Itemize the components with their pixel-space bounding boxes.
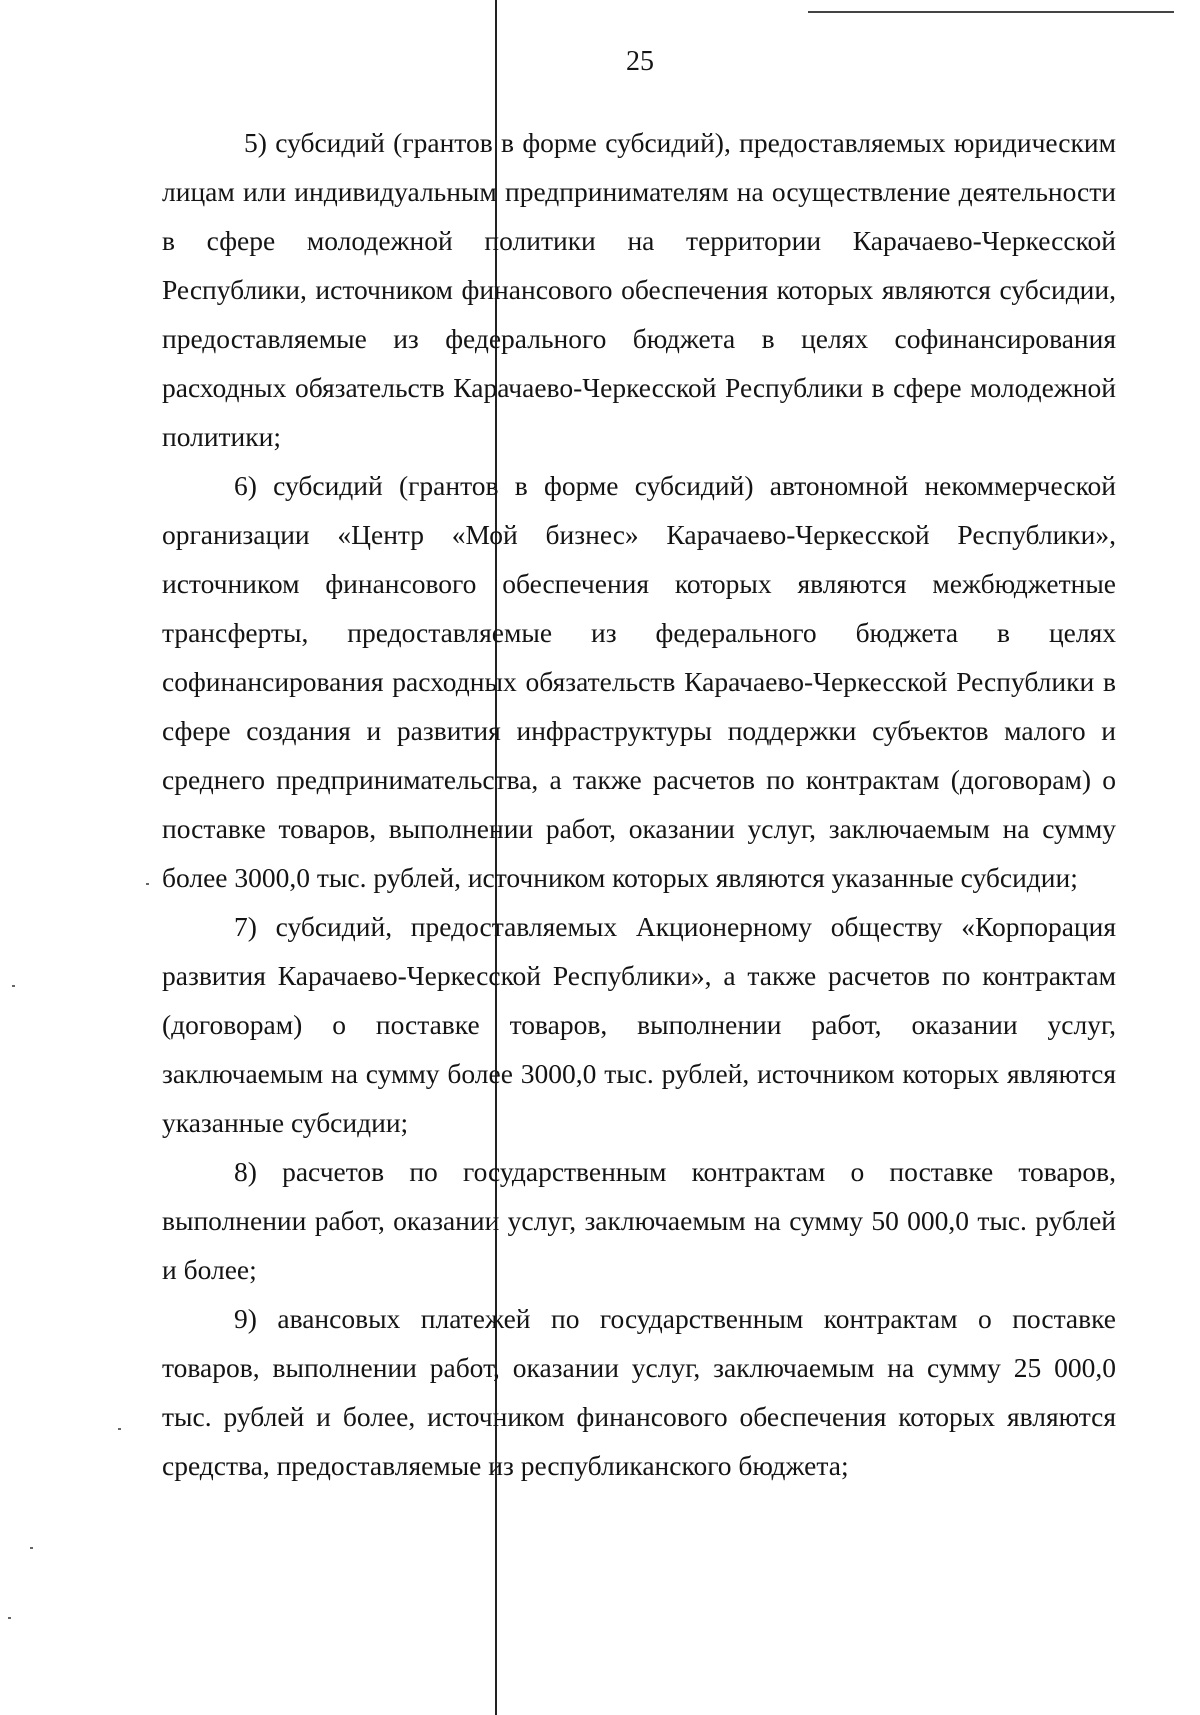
paragraph-item-8: 8) расчетов по государственным контрактам о поставке товаров, выполнении работ, оказании услуг, заключаемым на сумму 50 000,0 тыс. рублей и более; xyxy=(162,1156,1116,1285)
page-number: 25 xyxy=(626,46,654,77)
scan-artifact-top-line xyxy=(808,11,1174,13)
scan-speck xyxy=(30,1547,33,1549)
scan-speck xyxy=(8,1617,11,1619)
document-body xyxy=(162,118,1116,1490)
scan-speck xyxy=(118,1428,121,1430)
paragraph-item-7: 7) субсидий, предоставляемых Акционерному обществу «Корпорация развития Карачаево-Черкесской Республики», а также расчетов по контрактам (договорам) о поставке товаров, выполнении работ, оказании услуг, заключаемым на сумму более 3000,0 тыс. рублей, источником которых являются указанные субсидии; xyxy=(162,911,1116,1138)
paragraph-item-6: 6) субсидий (грантов в форме субсидий) автономной некоммерческой организации «Центр «Мой бизнес» Карачаево-Черкесской Республики», источником финансового обеспечения которых являются межбюджетные трансферты, предоставляемые из федерального бюджета в целях софинансирования расходных обязательств Карачаево-Черкесской Республики в сфере создания и развития инфраструктуры поддержки субъектов малого и среднего предпринимательства, а также расчетов по контрактам (договорам) о поставке товаров, выполнении работ, оказании услуг, заключаемым на сумму более 3000,0 тыс. рублей, источником которых являются указанные субсидии; xyxy=(162,470,1116,893)
scan-speck xyxy=(146,883,149,885)
paragraph-item-9: 9) авансовых платежей по государственным контрактам о поставке товаров, выполнении работ, оказании услуг, заключаемым на сумму 25 000,0 тыс. рублей и более, источником финансового обеспечения которых являются средства, предоставляемые из республиканского бюджета; xyxy=(162,1303,1116,1481)
scan-speck xyxy=(12,985,15,987)
paragraph-item-5: 5) субсидий (грантов в форме субсидий), предоставляемых юридическим лицам или индивидуальным предпринимателям на осуществление деятельности в сфере молодежной политики на территории Карачаево-Черкесской Республики, источником финансового обеспечения которых являются субсидии, предоставляемые из федерального бюджета в целях софинансирования расходных обязательств Карачаево-Черкесской Республики в сфере молодежной политики; xyxy=(162,127,1116,452)
